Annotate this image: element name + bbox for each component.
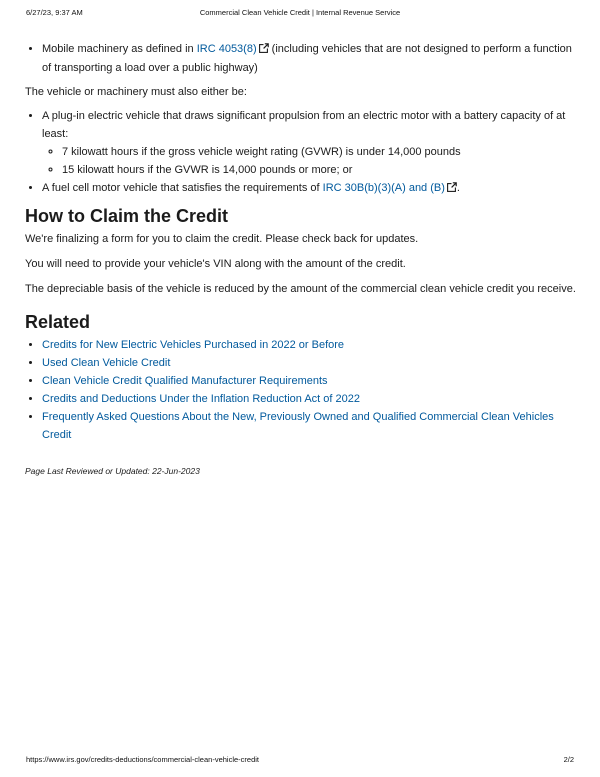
list-item	[42, 40, 581, 77]
list-item-text: A plug-in electric vehicle that draws significant propulsion from an electric motor with a battery capacity of at least:	[42, 110, 566, 140]
main-content	[25, 40, 581, 478]
page-number: 2/2	[563, 755, 574, 764]
bullet-list-mobile-machinery	[25, 40, 581, 77]
list-item-text: (including vehicles that are not designed to perform a function of transporting a load over a public highway)	[42, 43, 572, 74]
irc-30b-link[interactable]: IRC 30B(b)(3)(A) and (B)	[322, 182, 445, 194]
print-page-title: Commercial Clean Vehicle Credit | Internal Revenue Service	[199, 8, 401, 17]
claim-paragraph: The depreciable basis of the vehicle is reduced by the amount of the commercial clean vehicle credit you receive.	[25, 283, 576, 295]
list-item-text: A fuel cell motor vehicle that satisfies the requirements of	[42, 182, 323, 194]
list-item	[42, 354, 581, 372]
list-item	[42, 408, 581, 444]
sub-list-item: ◦ 15 kilowatt hours if the GVWR is 14,000 pounds or more; or	[62, 161, 581, 179]
print-date: 6/27/23, 9:37 AM	[26, 8, 83, 17]
external-link-icon	[447, 180, 457, 198]
related-link-new-ev-credits[interactable]: Credits for New Electric Vehicles Purchased in 2022 or Before	[42, 339, 345, 351]
bullet-list-vehicle-types	[25, 107, 581, 198]
related-links-list	[25, 336, 581, 444]
related-link-used-clean-vehicle[interactable]: Used Clean Vehicle Credit	[42, 357, 171, 369]
battery-capacity-sublist	[42, 143, 581, 179]
irc-4053-link[interactable]: IRC 4053(8)	[196, 43, 257, 55]
print-url: https://www.irs.gov/credits-deductions/commercial-clean-vehicle-credit	[26, 755, 259, 764]
claim-paragraph: You will need to provide your vehicle's VIN along with the amount of the credit.	[25, 258, 406, 270]
how-to-claim-heading: How to Claim the Credit	[25, 206, 229, 226]
list-item	[42, 372, 581, 390]
external-link-icon	[259, 41, 269, 59]
list-item	[42, 336, 581, 354]
list-item-text: Mobile machinery as defined in	[42, 43, 197, 55]
related-link-manufacturer-requirements[interactable]: Clean Vehicle Credit Qualified Manufacturer Requirements	[42, 375, 328, 387]
list-item-text: .	[456, 182, 460, 194]
related-link-inflation-reduction-act[interactable]: Credits and Deductions Under the Inflation Reduction Act of 2022	[42, 393, 360, 405]
related-heading: Related	[25, 312, 91, 332]
list-item	[42, 179, 581, 198]
vehicle-requirement-intro: The vehicle or machinery must also either be:	[25, 86, 247, 98]
print-footer	[26, 755, 574, 767]
related-link-faq-clean-vehicles[interactable]: Frequently Asked Questions About the New, Previously Owned and Qualified Commercial Clean Vehicles Credit	[42, 411, 554, 441]
claim-paragraph: We're finalizing a form for you to claim the credit. Please check back for updates.	[25, 233, 419, 245]
list-item	[42, 107, 581, 179]
print-header	[26, 8, 574, 20]
sub-list-item: ◦ 7 kilowatt hours if the gross vehicle weight rating (GVWR) is under 14,000 pounds	[62, 143, 581, 161]
page-last-reviewed: Page Last Reviewed or Updated: 22-Jun-2023	[25, 466, 200, 476]
list-item	[42, 390, 581, 408]
